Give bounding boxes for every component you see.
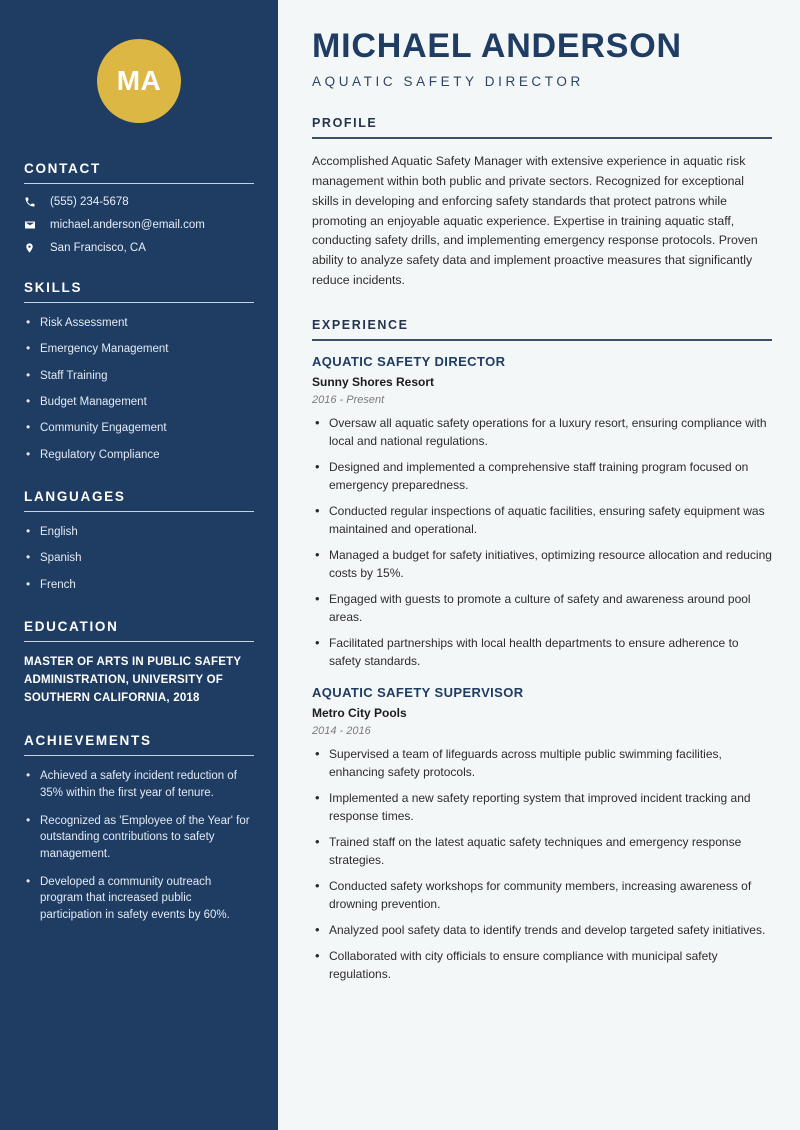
list-item: • Conducted regular inspections of aquatic facilities, ensuring safety equipment was maintained and operational. bbox=[312, 502, 772, 538]
list-item: • Staff Training bbox=[24, 368, 254, 384]
list-item: • Engaged with guests to promote a culture of safety and awareness around pool areas. bbox=[312, 590, 772, 626]
experience-job-title: AQUATIC SAFETY DIRECTOR bbox=[312, 353, 506, 369]
list-item: • Trained staff on the latest aquatic safety techniques and emergency response strategies. bbox=[312, 833, 772, 869]
education-entry: MASTER OF ARTS IN PUBLIC SAFETY ADMINISTRATION, UNIVERSITY OF SOUTHERN CALIFORNIA, 2018 bbox=[24, 655, 242, 704]
experience-divider bbox=[312, 339, 772, 340]
contact-phone-value: (555) 234-5678 bbox=[50, 196, 129, 208]
sidebar-section-languages bbox=[24, 489, 254, 593]
sidebar-section-skills bbox=[24, 280, 254, 463]
list-item: • Analyzed pool safety data to identify trends and develop targeted safety initiatives. bbox=[312, 921, 772, 939]
languages-list bbox=[24, 524, 254, 593]
list-item: • Recognized as 'Employee of the Year' for outstanding contributions to safety management. bbox=[24, 813, 254, 862]
job-title-subtitle: AQUATIC SAFETY DIRECTOR bbox=[312, 74, 584, 90]
experience-entry bbox=[312, 685, 772, 983]
education-heading: EDUCATION bbox=[24, 618, 119, 634]
list-item: • Regulatory Compliance bbox=[24, 447, 254, 463]
list-item: • Implemented a new safety reporting system that improved incident tracking and response times. bbox=[312, 789, 772, 825]
list-item: • Conducted safety workshops for community members, increasing awareness of drowning prevention. bbox=[312, 877, 772, 913]
sidebar bbox=[0, 0, 278, 1130]
list-item: • Oversaw all aquatic safety operations for a luxury resort, ensuring compliance with local and national regulations. bbox=[312, 414, 772, 450]
profile-divider bbox=[312, 137, 772, 138]
list-item: • Collaborated with city officials to ensure compliance with municipal safety regulations. bbox=[312, 947, 772, 983]
skills-divider bbox=[24, 302, 254, 303]
list-item: • Designed and implemented a comprehensive staff training program focused on emergency preparedness. bbox=[312, 458, 772, 494]
list-item: • Emergency Management bbox=[24, 341, 254, 357]
experience-dates: 2016 - Present bbox=[312, 393, 385, 406]
sidebar-section-contact bbox=[24, 161, 254, 254]
main-section-profile bbox=[312, 116, 772, 291]
list-item: • Spanish bbox=[24, 550, 254, 566]
sidebar-section-education bbox=[24, 619, 254, 707]
experience-bullet-list bbox=[312, 745, 772, 983]
languages-divider bbox=[24, 511, 254, 512]
achievements-heading: ACHIEVEMENTS bbox=[24, 733, 152, 749]
languages-heading: LANGUAGES bbox=[24, 488, 126, 504]
achievements-divider bbox=[24, 755, 254, 756]
list-item: • Managed a budget for safety initiatives, optimizing resource allocation and reducing costs by 15%. bbox=[312, 546, 772, 582]
profile-heading: PROFILE bbox=[312, 116, 378, 131]
experience-heading: EXPERIENCE bbox=[312, 318, 409, 333]
contact-row-email[interactable] bbox=[24, 219, 254, 231]
list-item: • Facilitated partnerships with local health departments to ensure adherence to safety standards. bbox=[312, 634, 772, 670]
contact-row-phone[interactable] bbox=[24, 196, 254, 208]
experience-company: Metro City Pools bbox=[312, 705, 407, 720]
experience-bullet-list bbox=[312, 414, 772, 670]
main-content bbox=[286, 0, 800, 1130]
sidebar-section-achievements bbox=[24, 733, 254, 923]
list-item: • Achieved a safety incident reduction of 35% within the first year of tenure. bbox=[24, 768, 254, 801]
contact-heading: CONTACT bbox=[24, 161, 101, 176]
avatar-initials: MA bbox=[116, 65, 162, 96]
contact-location-value: San Francisco, CA bbox=[50, 242, 146, 254]
profile-text: Accomplished Aquatic Safety Manager with extensive experience in aquatic risk management within both public and private sectors. Recognized for exceptional skills in developing and enforcing safety standards that protect patrons while promoting an enjoyable aquatic experience. Expertise in training aquatic staff, conducting safety drills, and implementing emergency response protocols. Proven ability to analyze safety data and implement proactive measures that significantly reduce incidents. bbox=[312, 153, 758, 288]
experience-company: Sunny Shores Resort bbox=[312, 374, 435, 389]
avatar-container bbox=[24, 0, 254, 161]
achievements-list bbox=[24, 768, 254, 923]
avatar bbox=[97, 39, 181, 123]
skills-list bbox=[24, 315, 254, 463]
list-item: • Developed a community outreach program that increased public participation in safety events by 60%. bbox=[24, 874, 254, 923]
contact-row-location[interactable] bbox=[24, 242, 254, 254]
contact-divider bbox=[24, 183, 254, 184]
list-item: • Supervised a team of lifeguards across multiple public swimming facilities, enhancing safety protocols. bbox=[312, 745, 772, 781]
education-divider bbox=[24, 641, 254, 642]
contact-email-value: michael.anderson@email.com bbox=[50, 219, 205, 231]
experience-job-title: AQUATIC SAFETY SUPERVISOR bbox=[312, 684, 524, 700]
list-item: • French bbox=[24, 577, 254, 593]
list-item: • Community Engagement bbox=[24, 420, 254, 436]
list-item: • Risk Assessment bbox=[24, 315, 254, 331]
experience-dates: 2014 - 2016 bbox=[312, 724, 371, 737]
envelope-icon bbox=[24, 219, 42, 231]
main-section-experience bbox=[312, 318, 772, 982]
page-title: MICHAEL ANDERSON bbox=[312, 27, 682, 65]
list-item: • English bbox=[24, 524, 254, 540]
panel-gap bbox=[278, 0, 286, 1130]
list-item: • Budget Management bbox=[24, 394, 254, 410]
skills-heading: SKILLS bbox=[24, 280, 83, 295]
map-pin-icon bbox=[24, 242, 42, 254]
experience-entry bbox=[312, 354, 772, 670]
phone-icon bbox=[24, 196, 42, 208]
